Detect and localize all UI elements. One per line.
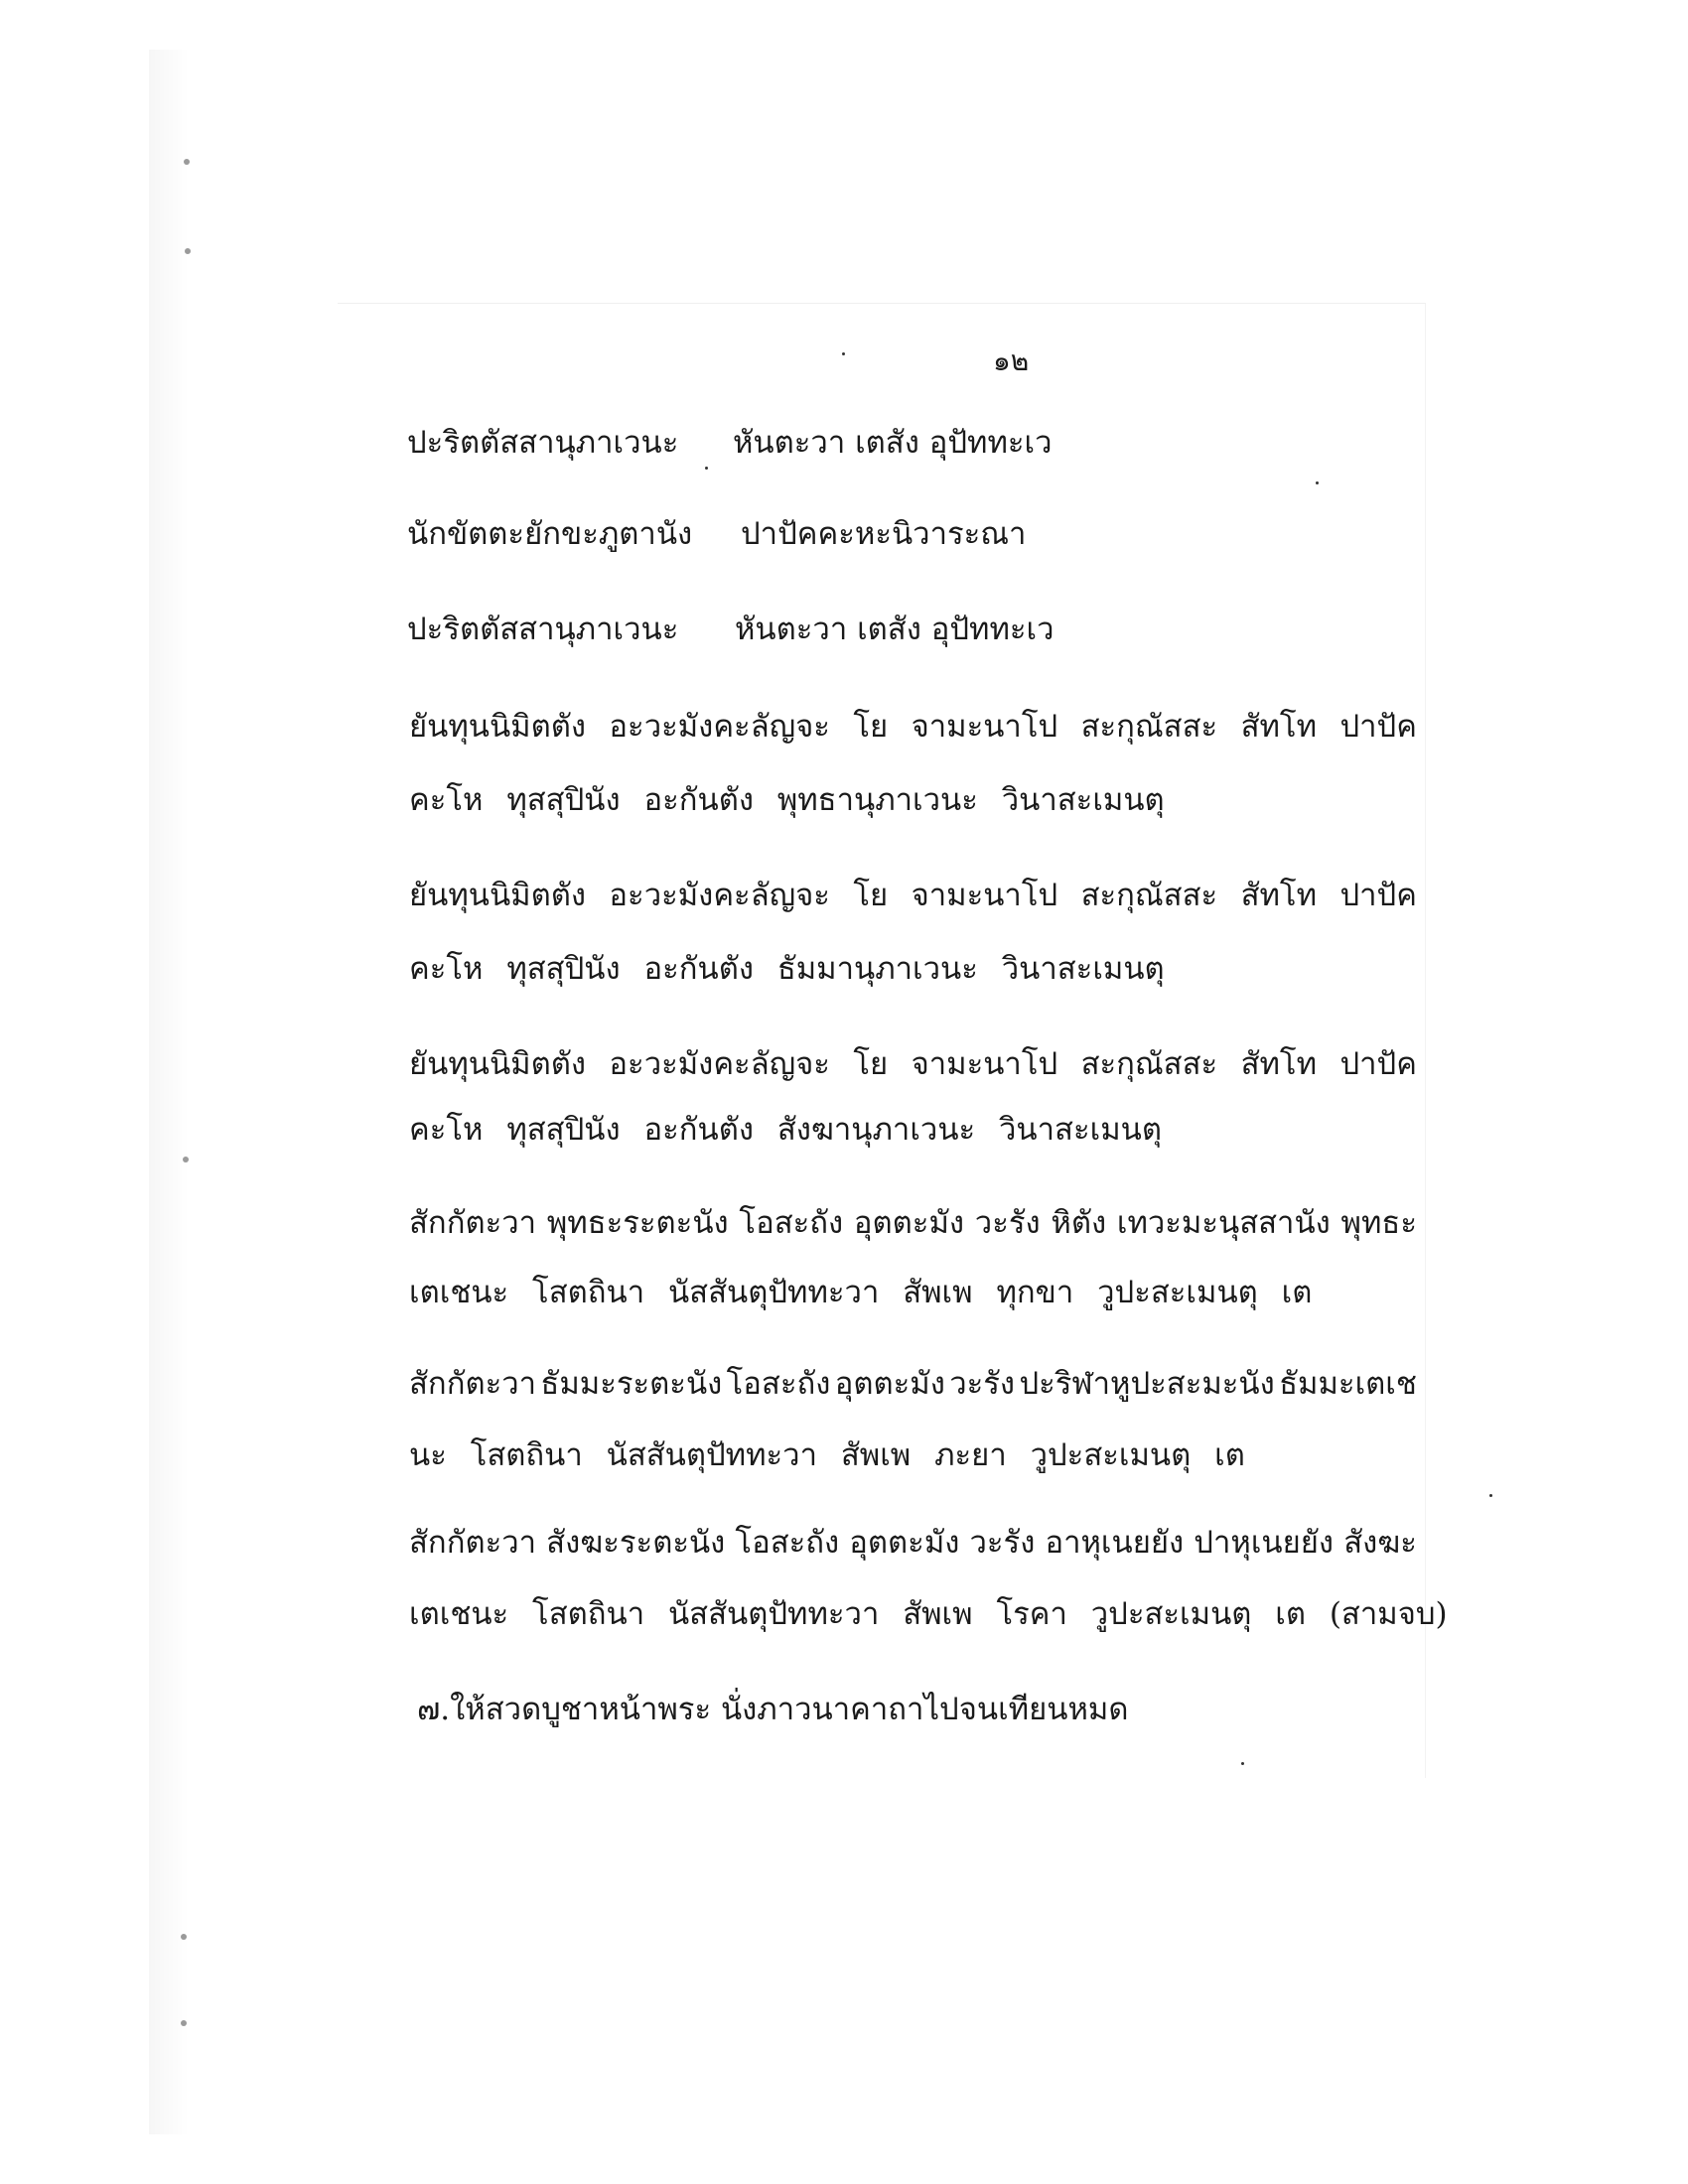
word: ธัมมะเตเช [1279,1366,1417,1402]
word: อะวะมังคะลัญจะ [609,1046,830,1082]
binding-hole-mark [181,1934,187,1940]
scan-speck [1241,1762,1244,1765]
scan-speck [1489,1494,1492,1497]
word: ปาหุเนยยัง [1194,1525,1335,1561]
word: อะวะมังคะลัญจะ [609,878,830,913]
paragraph-line: เตเชนะ โสตถินา นัสสันตุปัททะวา สัพเพ โรคา วูปะสะเมนตุ เต (สามจบ) [409,1596,1448,1632]
word: อุตตะมัง [853,1205,965,1241]
paragraph-line [409,1364,1417,1404]
word: สังฆะระตะนัง [546,1525,726,1561]
binding-hole-mark [181,2020,187,2026]
paragraph-line [409,1203,1417,1243]
word: สักกัตะวา [409,1205,537,1241]
verse-left: ปะริตตัสสานุภาเวนะ [407,425,679,461]
scan-speck [705,467,708,470]
word: ยันทุนนิมิตตัง [409,709,587,745]
word: สัทโท [1240,878,1318,913]
verse-right: ปาปัคคะหะนิวาระณา [741,516,1027,552]
word: โอสะถัง [735,1525,840,1561]
word: ยันทุนนิมิตตัง [409,878,587,913]
word: จามะนาโป [911,878,1058,913]
word: ปาปัค [1339,709,1417,745]
word: อุตตะมัง [849,1525,960,1561]
scan-speck [842,352,845,355]
word: สะกุณัสสะ [1080,878,1218,913]
word: จามะนาโป [911,709,1058,745]
word: โอสะถัง [739,1205,844,1241]
binding-hole-mark [183,1157,189,1162]
verse-right: หันตะวา เตสัง อุปัททะเว [733,425,1053,461]
binding-hole-mark [184,159,190,165]
word: อุตตะมัง [834,1366,945,1402]
paragraph-line: คะโห ทุสสุปินัง อะกันตัง ธัมมานุภาเวนะ วินาสะเมนตุ [409,951,1165,987]
paragraph-line [409,1044,1417,1084]
word: ปาปัค [1339,878,1417,913]
word: สังฆะ [1343,1525,1417,1561]
word: สักกัตะวา [409,1366,537,1402]
word: สะกุณัสสะ [1080,1046,1218,1082]
word: สัทโท [1240,709,1318,745]
verse-left: นักขัตตะยักขะภูตานัง [407,516,693,552]
paragraph-line [409,876,1417,915]
word: วะรัง [974,1205,1041,1241]
scan-speck [1316,481,1319,484]
word: ปะริฬาหูปะสะมะนัง [1019,1366,1275,1402]
word: ยันทุนนิมิตตัง [409,1046,587,1082]
verse-right: หันตะวา เตสัง อุปัททะเว [735,612,1055,647]
word: พุทธะระตะนัง [546,1205,729,1241]
word: โย [853,878,889,913]
paragraph-line [409,707,1417,747]
closing-instruction: ๗.ให้สวดบูชาหน้าพระ นั่งภาวนาคาถาไปจนเทียนหมด [417,1692,1129,1727]
word: ปาปัค [1339,1046,1417,1082]
binding-hole-mark [185,248,191,254]
word: สัทโท [1240,1046,1318,1082]
paragraph-line: คะโห ทุสสุปินัง อะกันตัง สังฆานุภาเวนะ วินาสะเมนตุ [409,1112,1162,1148]
verse-left: ปะริตตัสสานุภาเวนะ [407,612,679,647]
word: อะวะมังคะลัญจะ [609,709,830,745]
word: พุทธะ [1340,1205,1417,1241]
word: โย [853,1046,889,1082]
word: เทวะมะนุสสานัง [1116,1205,1331,1241]
word: สะกุณัสสะ [1080,709,1218,745]
page-number: ๑๒ [993,344,1030,377]
word: โย [853,709,889,745]
paragraph-line: เตเชนะ โสตถินา นัสสันตุปัททะวา สัพเพ ทุกขา วูปะสะเมนตุ เต [409,1275,1313,1310]
word: หิตัง [1051,1205,1107,1241]
scan-shadow [149,50,189,2134]
word: สักกัตะวา [409,1525,537,1561]
word: วะรัง [949,1366,1016,1402]
paragraph-line: คะโห ทุสสุปินัง อะกันตัง พุทธานุภาเวนะ วินาสะเมนตุ [409,782,1165,818]
word: โอสะถัง [726,1366,831,1402]
paragraph-line [409,1523,1417,1563]
word: วะรัง [969,1525,1036,1561]
word: อาหุเนยยัง [1045,1525,1185,1561]
word: ธัมมะระตะนัง [540,1366,723,1402]
paragraph-line: นะ โสตถินา นัสสันตุปัททะวา สัพเพ ภะยา วูปะสะเมนตุ เต [409,1437,1245,1473]
word: จามะนาโป [911,1046,1058,1082]
